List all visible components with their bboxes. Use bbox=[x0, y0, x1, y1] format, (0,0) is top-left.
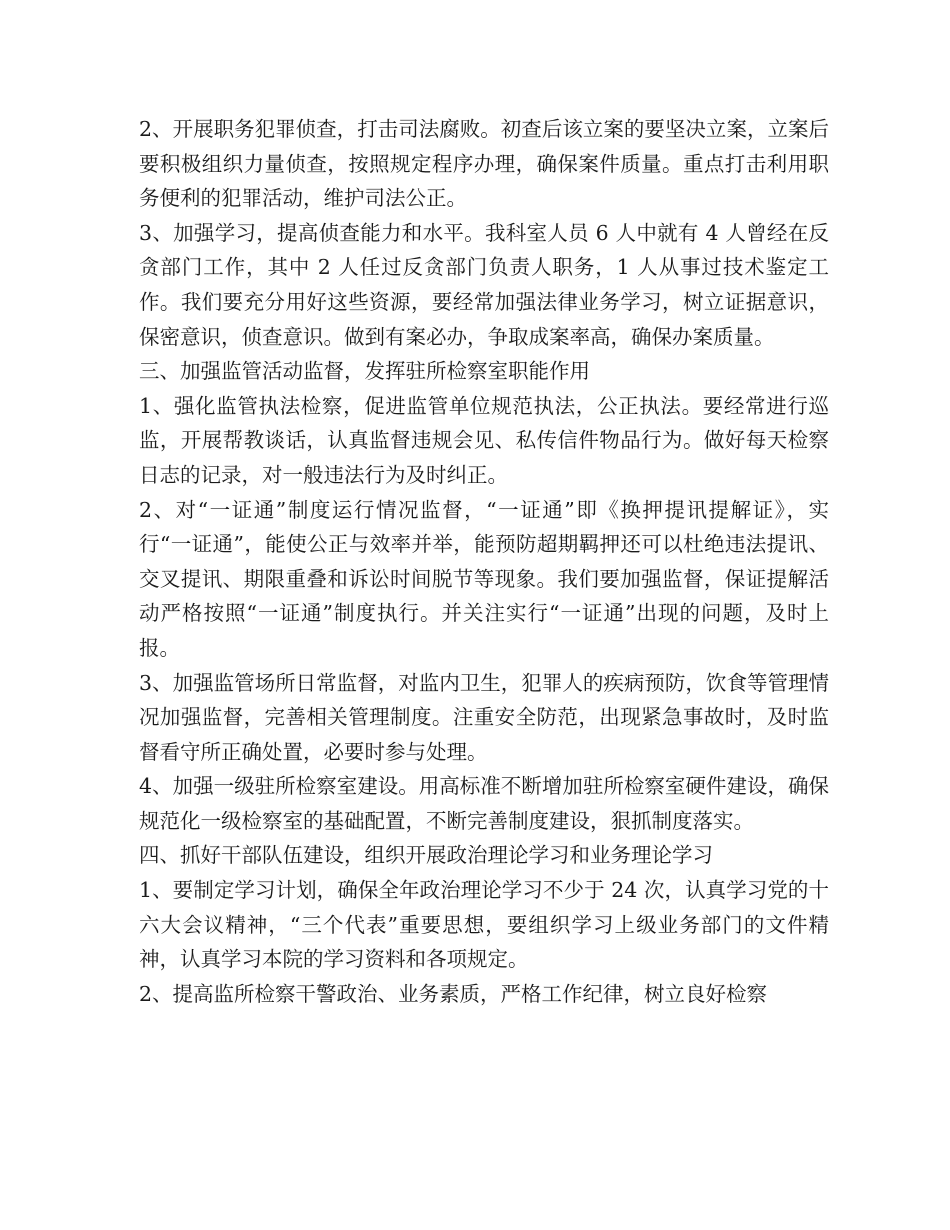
paragraph-item-3-daily-supervision: 3、加强监管场所日常监督，对监内卫生，犯罪人的疾病预防，饮食等管理情况加强监督，完善相关管理制度。注重安全防范，出现紧急事故时，及时监督看守所正确处置，必要时参与处理。 bbox=[139, 670, 829, 764]
paragraph-item-1-study-plan: 1、要制定学习计划，确保全年政治理论学习不少于 24 次，认真学习党的十六大会议精神，“三个代表”重要思想，要组织学习上级业务部门的文件精神，认真学习本院的学习资料和各项规定。 bbox=[139, 878, 829, 972]
paragraph-item-2-investigation: 2、开展职务犯罪侦查，打击司法腐败。初查后该立案的要坚决立案，立案后要积极组织力量侦查，按照规定程序办理，确保案件质量。重点打击利用职务便利的犯罪活动，维护司法公正。 bbox=[139, 117, 829, 211]
document-body bbox=[139, 112, 829, 1011]
section-heading-4: 四、抓好干部队伍建设，组织开展政治理论学习和业务理论学习 bbox=[139, 843, 713, 868]
paragraph-item-1-supervision: 1、强化监管执法检察，促进监管单位规范执法，公正执法。要经常进行巡监，开展帮教谈话，认真监督违规会见、私传信件物品行为。做好每天检察日志的记录，对一般违法行为及时纠正。 bbox=[139, 393, 829, 487]
paragraph-item-2-quality: 2、提高监所检察干警政治、业务素质，严格工作纪律，树立良好检察 bbox=[139, 981, 768, 1006]
paragraph-item-4-construction: 4、加强一级驻所检察室建设。用高标准不断增加驻所检察室硬件建设，确保规范化一级检察室的基础配置，不断完善制度建设，狠抓制度落实。 bbox=[139, 774, 829, 833]
paragraph-item-2-yizhengtong: 2、对“一证通”制度运行情况监督，“一证通”即《换押提讯提解证》，实行“一证通”，能使公正与效率并举，能预防超期羁押还可以杜绝违法提讯、交叉提讯、期限重叠和诉讼时间脱节等现象。我们要加强监督，保证提解活动严格按照“一证通”制度执行。并关注实行“一证通”出现的问题，及时上报。 bbox=[139, 497, 829, 660]
paragraph-item-3-study: 3、加强学习，提高侦查能力和水平。我科室人员 6 人中就有 4 人曾经在反贪部门工作，其中 2 人任过反贪部门负责人职务，1 人从事过技术鉴定工作。我们要充分用好这些资源，要经常加强法律业务学习，树立证据意识，保密意识，侦查意识。做到有案必办，争取成案率高，确保办案质量。 bbox=[139, 220, 829, 349]
section-heading-3: 三、加强监管活动监督，发挥驻所检察室职能作用 bbox=[139, 359, 590, 384]
